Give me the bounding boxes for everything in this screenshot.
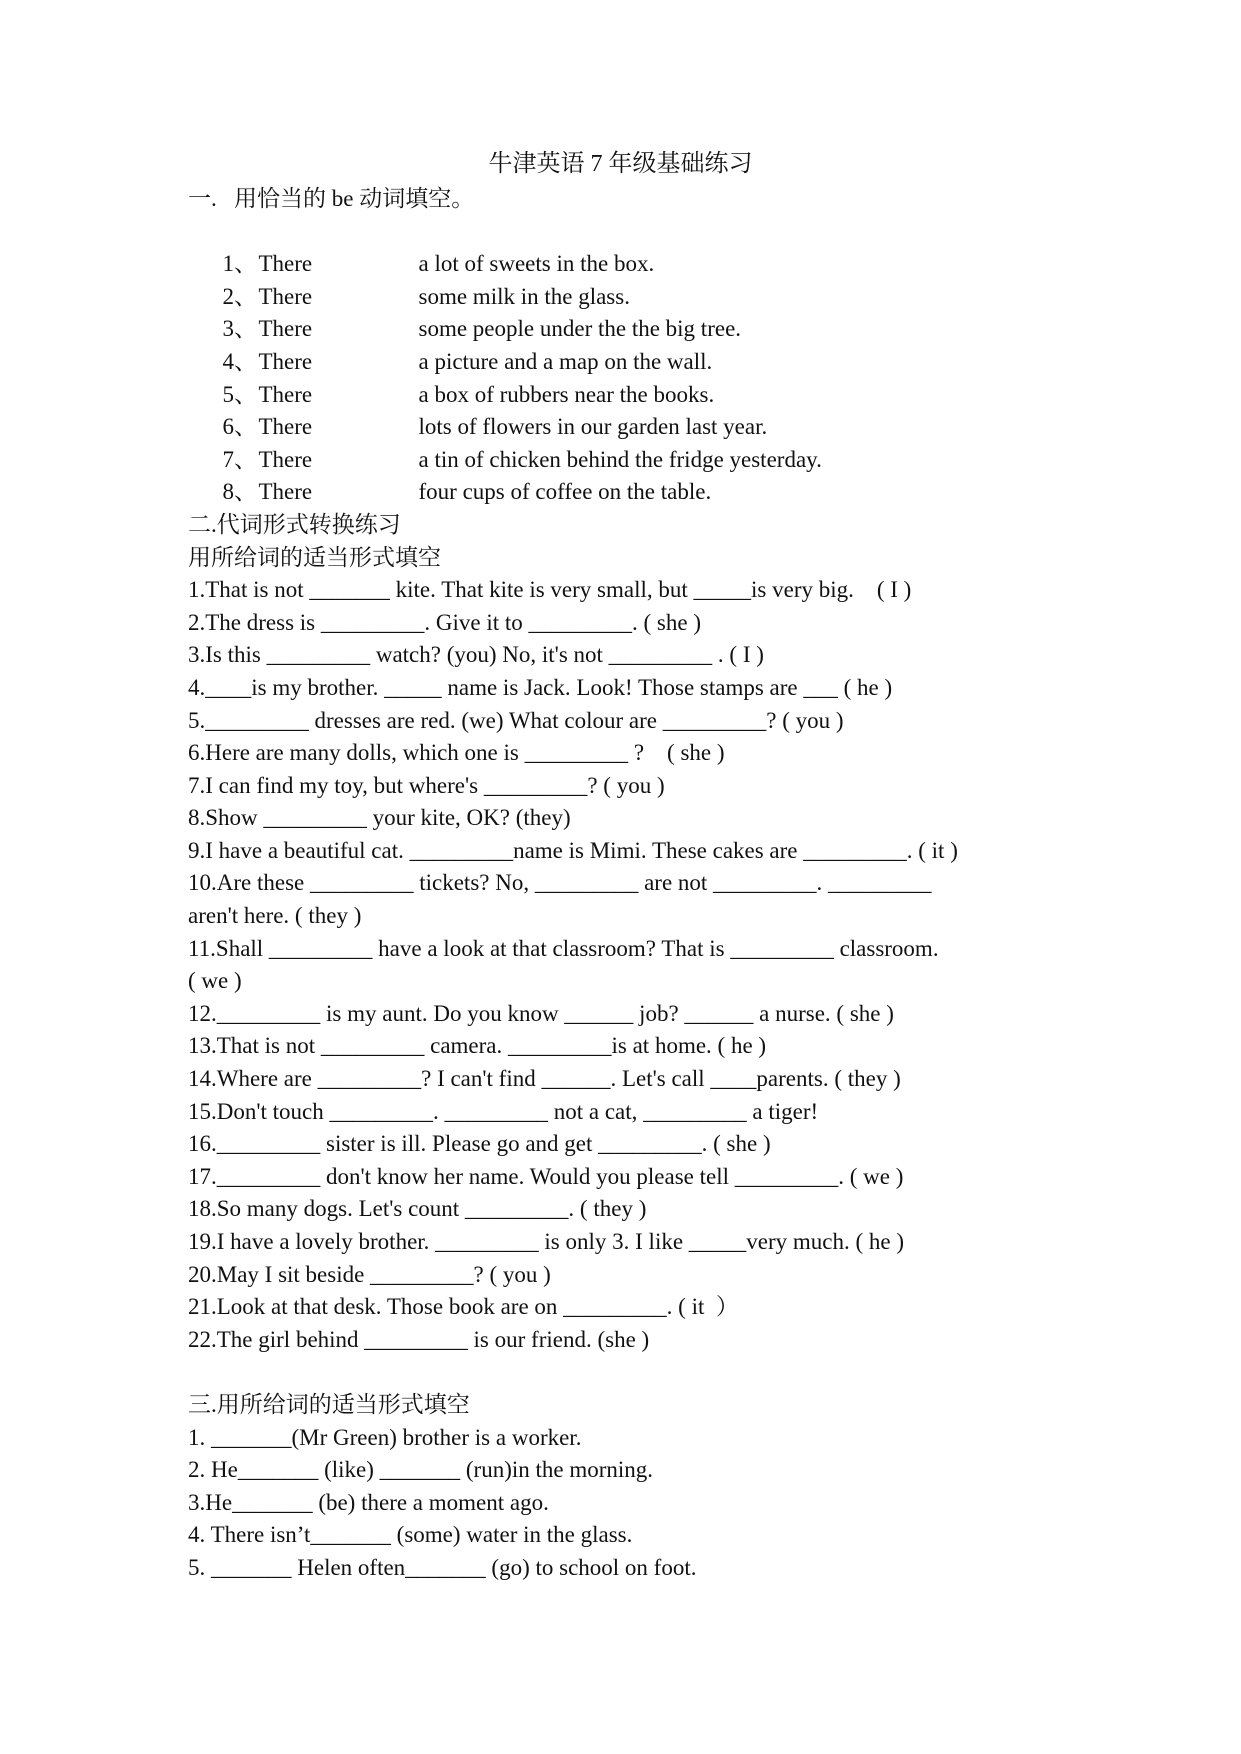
item-number: 3、: [222, 316, 257, 342]
item-subject: There: [258, 446, 313, 472]
exercise-line: 2. He_______ (like) _______ (run)in the morning.: [188, 1457, 654, 1483]
item-subject: There: [258, 381, 313, 407]
exercise-line: 3.Is this _________ watch? (you) No, it's not _________ . ( I ): [188, 642, 764, 668]
section1-item: [188, 379, 1068, 440]
exercise-line: 11.Shall _________ have a look at that classroom? That is _________ classroom.: [188, 935, 939, 961]
exercise-line: 9.I have a beautiful cat. _________name is Mimi. These cakes are _________. ( it ): [188, 837, 958, 863]
worksheet-content: [188, 183, 1068, 1585]
exercise-line: 2.The dress is _________. Give it to _________. ( she ): [188, 609, 701, 635]
section1-item: [188, 444, 1068, 505]
item-text: lots of flowers in our garden last year.: [418, 414, 768, 440]
exercise-line: 16._________ sister is ill. Please go and get _________. ( she ): [188, 1131, 771, 1157]
exercise-line: 12._________ is my aunt. Do you know ______ job? ______ a nurse. ( she ): [188, 1000, 894, 1026]
section2-subheading: 用所给词的适当形式填空: [188, 544, 441, 570]
item-number: 8、: [222, 479, 257, 505]
exercise-line: 21.Look at that desk. Those book are on _________. ( it ）: [188, 1294, 739, 1320]
item-subject: There: [258, 316, 313, 342]
item-subject: There: [258, 479, 313, 505]
exercise-line: 6.Here are many dolls, which one is _________ ? ( she ): [188, 740, 725, 766]
item-number: 4、: [222, 348, 257, 374]
item-text: four cups of coffee on the table.: [418, 479, 712, 505]
exercise-line: 22.The girl behind _________ is our friend. (she ): [188, 1326, 650, 1352]
exercise-line: 4.____is my brother. _____ name is Jack. Look! Those stamps are ___ ( he ): [188, 674, 893, 700]
item-number: 6、: [222, 414, 257, 440]
section1-item: [188, 346, 1068, 407]
section2-heading: 二.代词形式转换练习: [188, 511, 401, 537]
page-title: 牛津英语 7 年级基础练习: [488, 151, 753, 177]
exercise-line: 8.Show _________ your kite, OK? (they): [188, 805, 571, 831]
exercise-line: 17._________ don't know her name. Would you please tell _________. ( we ): [188, 1163, 904, 1189]
item-text: a box of rubbers near the books.: [418, 381, 715, 407]
spacer: [188, 1356, 1068, 1389]
item-number: 2、: [222, 283, 257, 309]
section1-item: [188, 281, 1068, 342]
section1-item: [188, 216, 1068, 277]
exercise-line: 18.So many dogs. Let's count _________. ( they ): [188, 1196, 647, 1222]
exercise-line: 5. _______ Helen often_______ (go) to school on foot.: [188, 1554, 697, 1580]
item-text: a lot of sweets in the box.: [418, 251, 655, 277]
exercise-line: 10.Are these _________ tickets? No, _________ are not _________. _________: [188, 870, 932, 896]
exercise-line: 7.I can find my toy, but where's _________? ( you ): [188, 772, 665, 798]
exercise-line: 3.He_______ (be) there a moment ago.: [188, 1489, 549, 1515]
item-number: 1、: [222, 251, 257, 277]
exercise-line: 4. There isn’t_______ (some) water in the glass.: [188, 1522, 633, 1548]
item-number: 5、: [222, 381, 257, 407]
exercise-line: ( we ): [188, 968, 242, 994]
exercise-line: 1. _______(Mr Green) brother is a worker.: [188, 1424, 582, 1450]
item-subject: There: [258, 251, 313, 277]
item-subject: There: [258, 348, 313, 374]
item-subject: There: [258, 283, 313, 309]
item-text: a tin of chicken behind the fridge yesterday.: [418, 446, 822, 472]
item-subject: There: [258, 414, 313, 440]
exercise-line: 1.That is not _______ kite. That kite is very small, but _____is very big. ( I ): [188, 577, 912, 603]
item-text: some milk in the glass.: [418, 283, 630, 309]
section3-heading: 三.用所给词的适当形式填空: [188, 1391, 470, 1417]
exercise-line: 20.May I sit beside _________? ( you ): [188, 1261, 551, 1287]
exercise-line: 15.Don't touch _________. _________ not a cat, _________ a tiger!: [188, 1098, 819, 1124]
item-number: 7、: [222, 446, 257, 472]
section1-item: [188, 248, 1068, 309]
section1-item: [188, 411, 1068, 472]
section1-heading: 一. 用恰当的 be 动词填空。: [188, 186, 475, 211]
item-text: a picture and a map on the wall.: [418, 348, 713, 374]
exercise-line: aren't here. ( they ): [188, 903, 362, 929]
exercise-line: 13.That is not _________ camera. _________is at home. ( he ): [188, 1033, 767, 1059]
exercise-line: 19.I have a lovely brother. _________ is only 3. I like _____very much. ( he ): [188, 1229, 905, 1254]
exercise-line: 5._________ dresses are red. (we) What colour are _________? ( you ): [188, 707, 844, 733]
exercise-line: 14.Where are _________? I can't find ______. Let's call ____parents. ( they ): [188, 1066, 901, 1092]
section1-item: [188, 313, 1068, 374]
item-text: some people under the the big tree.: [418, 316, 742, 342]
